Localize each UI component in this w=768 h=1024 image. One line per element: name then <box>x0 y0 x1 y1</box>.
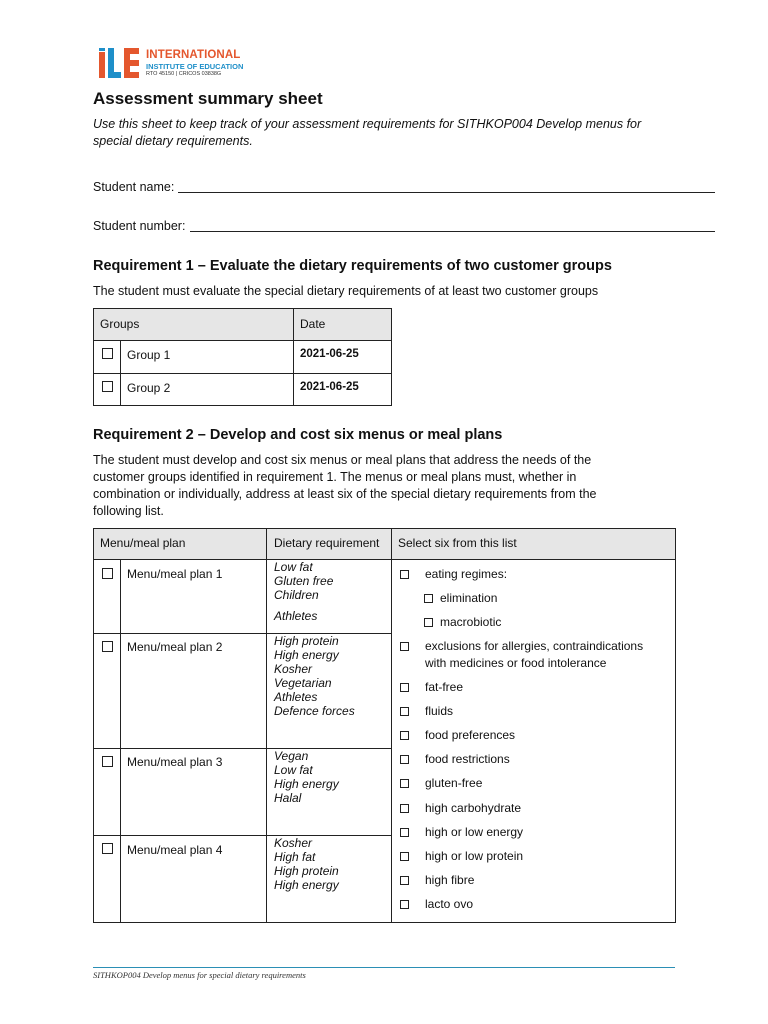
student-name-field[interactable] <box>178 192 715 193</box>
plan-3-diet-1: Vegan <box>274 749 309 763</box>
exclusions-checkbox[interactable] <box>400 642 409 651</box>
fluids-label: fluids <box>425 704 454 718</box>
food-restrictions-checkbox[interactable] <box>400 755 409 764</box>
footer-text: SITHKOP004 Develop menus for special dietary requirements <box>93 970 306 980</box>
protein-label: high or low protein <box>425 849 524 863</box>
logo-text-rto: RTO 45150 | CRICOS 03838G <box>146 71 222 77</box>
plan-4-diet-3: High protein <box>274 864 339 878</box>
plan-3-checkbox[interactable] <box>102 756 113 767</box>
req1-text: The student must evaluate the special dietary requirements of at least two customer groups <box>93 284 599 298</box>
plan-1-diet-3: Children <box>274 588 319 602</box>
group-2-checkbox[interactable] <box>102 381 113 392</box>
food-restrictions-label: food restrictions <box>425 752 510 766</box>
req2-heading: Requirement 2 – Develop and cost six menus or meal plans <box>93 427 503 443</box>
institute-logo <box>99 48 259 82</box>
plan-4-checkbox[interactable] <box>102 843 113 854</box>
group-1-label: Group 1 <box>127 348 171 362</box>
lacto-ovo-checkbox[interactable] <box>400 900 409 909</box>
logo-text-international: INTERNATIONAL <box>146 49 241 61</box>
plan-2-diet-1: High protein <box>274 634 339 648</box>
exclusions-label-line2: with medicines or food intolerance <box>425 656 607 670</box>
menu-plans-table <box>93 528 676 923</box>
plan-2-diet-2: High energy <box>274 648 339 662</box>
elimination-label: elimination <box>440 591 498 605</box>
plan-3-label: Menu/meal plan 3 <box>127 755 223 769</box>
macrobiotic-label: macrobiotic <box>440 615 502 629</box>
high-fibre-checkbox[interactable] <box>400 876 409 885</box>
plan-4-diet-4: High energy <box>274 878 339 892</box>
plan-4-diet-2: High fat <box>274 850 316 864</box>
high-carbohydrate-checkbox[interactable] <box>400 804 409 813</box>
fat-free-checkbox[interactable] <box>400 683 409 692</box>
col-date-header: Date <box>300 317 326 331</box>
intro-text: Use this sheet to keep track of your assessment requirements for SITHKOP004 Develop menus for special dietary requirements. <box>93 117 642 148</box>
req2-text: The student must develop and cost six menus or meal plans that address the needs of the customer groups identified in requirement 1. The menus or meal plans must, whether in combination or individually, address at least six of the special dietary requirements from the following list. <box>93 453 597 518</box>
plan-2-diet-4: Vegetarian <box>274 676 332 690</box>
logo-mark-icon <box>99 48 141 80</box>
energy-label: high or low energy <box>425 825 524 839</box>
energy-checkbox[interactable] <box>400 828 409 837</box>
plan-3-diet-4: Halal <box>274 791 302 805</box>
fluids-checkbox[interactable] <box>400 707 409 716</box>
col-diet-header: Dietary requirement <box>274 536 380 550</box>
elimination-checkbox[interactable] <box>424 594 433 603</box>
plan-2-diet-6: Defence forces <box>274 704 355 718</box>
fat-free-label: fat-free <box>425 680 464 694</box>
plan-1-label: Menu/meal plan 1 <box>127 567 223 581</box>
groups-table <box>93 308 392 406</box>
macrobiotic-checkbox[interactable] <box>424 618 433 627</box>
req1-heading: Requirement 1 – Evaluate the dietary requirements of two customer groups <box>93 258 612 274</box>
plan-1-checkbox[interactable] <box>102 568 113 579</box>
plan-4-diet-1: Kosher <box>274 836 313 850</box>
plan-1-diet-5: Athletes <box>274 609 318 623</box>
student-number-label: Student number: <box>93 219 186 233</box>
plan-2-diet-3: Kosher <box>274 662 313 676</box>
high-fibre-label: high fibre <box>425 873 475 887</box>
group-2-label: Group 2 <box>127 381 171 395</box>
exclusions-label-line1: exclusions for allergies, contraindications <box>425 639 644 653</box>
col-select-header: Select six from this list <box>398 536 517 550</box>
student-name-label: Student name: <box>93 180 175 194</box>
high-carbohydrate-label: high carbohydrate <box>425 801 522 815</box>
plan-1-diet-2: Gluten free <box>274 574 334 588</box>
group-1-checkbox[interactable] <box>102 348 113 359</box>
student-number-field[interactable] <box>190 231 715 232</box>
lacto-ovo-label: lacto ovo <box>425 897 474 911</box>
footer-divider <box>93 967 675 968</box>
plan-3-diet-2: Low fat <box>274 763 313 777</box>
plan-2-label: Menu/meal plan 2 <box>127 640 223 654</box>
plan-2-checkbox[interactable] <box>102 641 113 652</box>
gluten-free-label: gluten-free <box>425 776 483 790</box>
plan-1-diet-1: Low fat <box>274 560 313 574</box>
col-plan-header: Menu/meal plan <box>100 536 186 550</box>
plan-3-diet-3: High energy <box>274 777 339 791</box>
group-1-date: 2021-06-25 <box>300 348 359 360</box>
plan-4-label: Menu/meal plan 4 <box>127 843 223 857</box>
group-2-date: 2021-06-25 <box>300 381 359 393</box>
col-groups-header: Groups <box>100 317 140 331</box>
logo-text-institute: INSTITUTE OF EDUCATION <box>146 62 244 71</box>
protein-checkbox[interactable] <box>400 852 409 861</box>
eating-regimes-checkbox[interactable] <box>400 570 409 579</box>
eating-regimes-label: eating regimes: <box>425 567 508 581</box>
food-preferences-checkbox[interactable] <box>400 731 409 740</box>
gluten-free-checkbox[interactable] <box>400 779 409 788</box>
plan-2-diet-5: Athletes <box>274 690 318 704</box>
food-preferences-label: food preferences <box>425 728 516 742</box>
page-title: Assessment summary sheet <box>93 89 323 108</box>
